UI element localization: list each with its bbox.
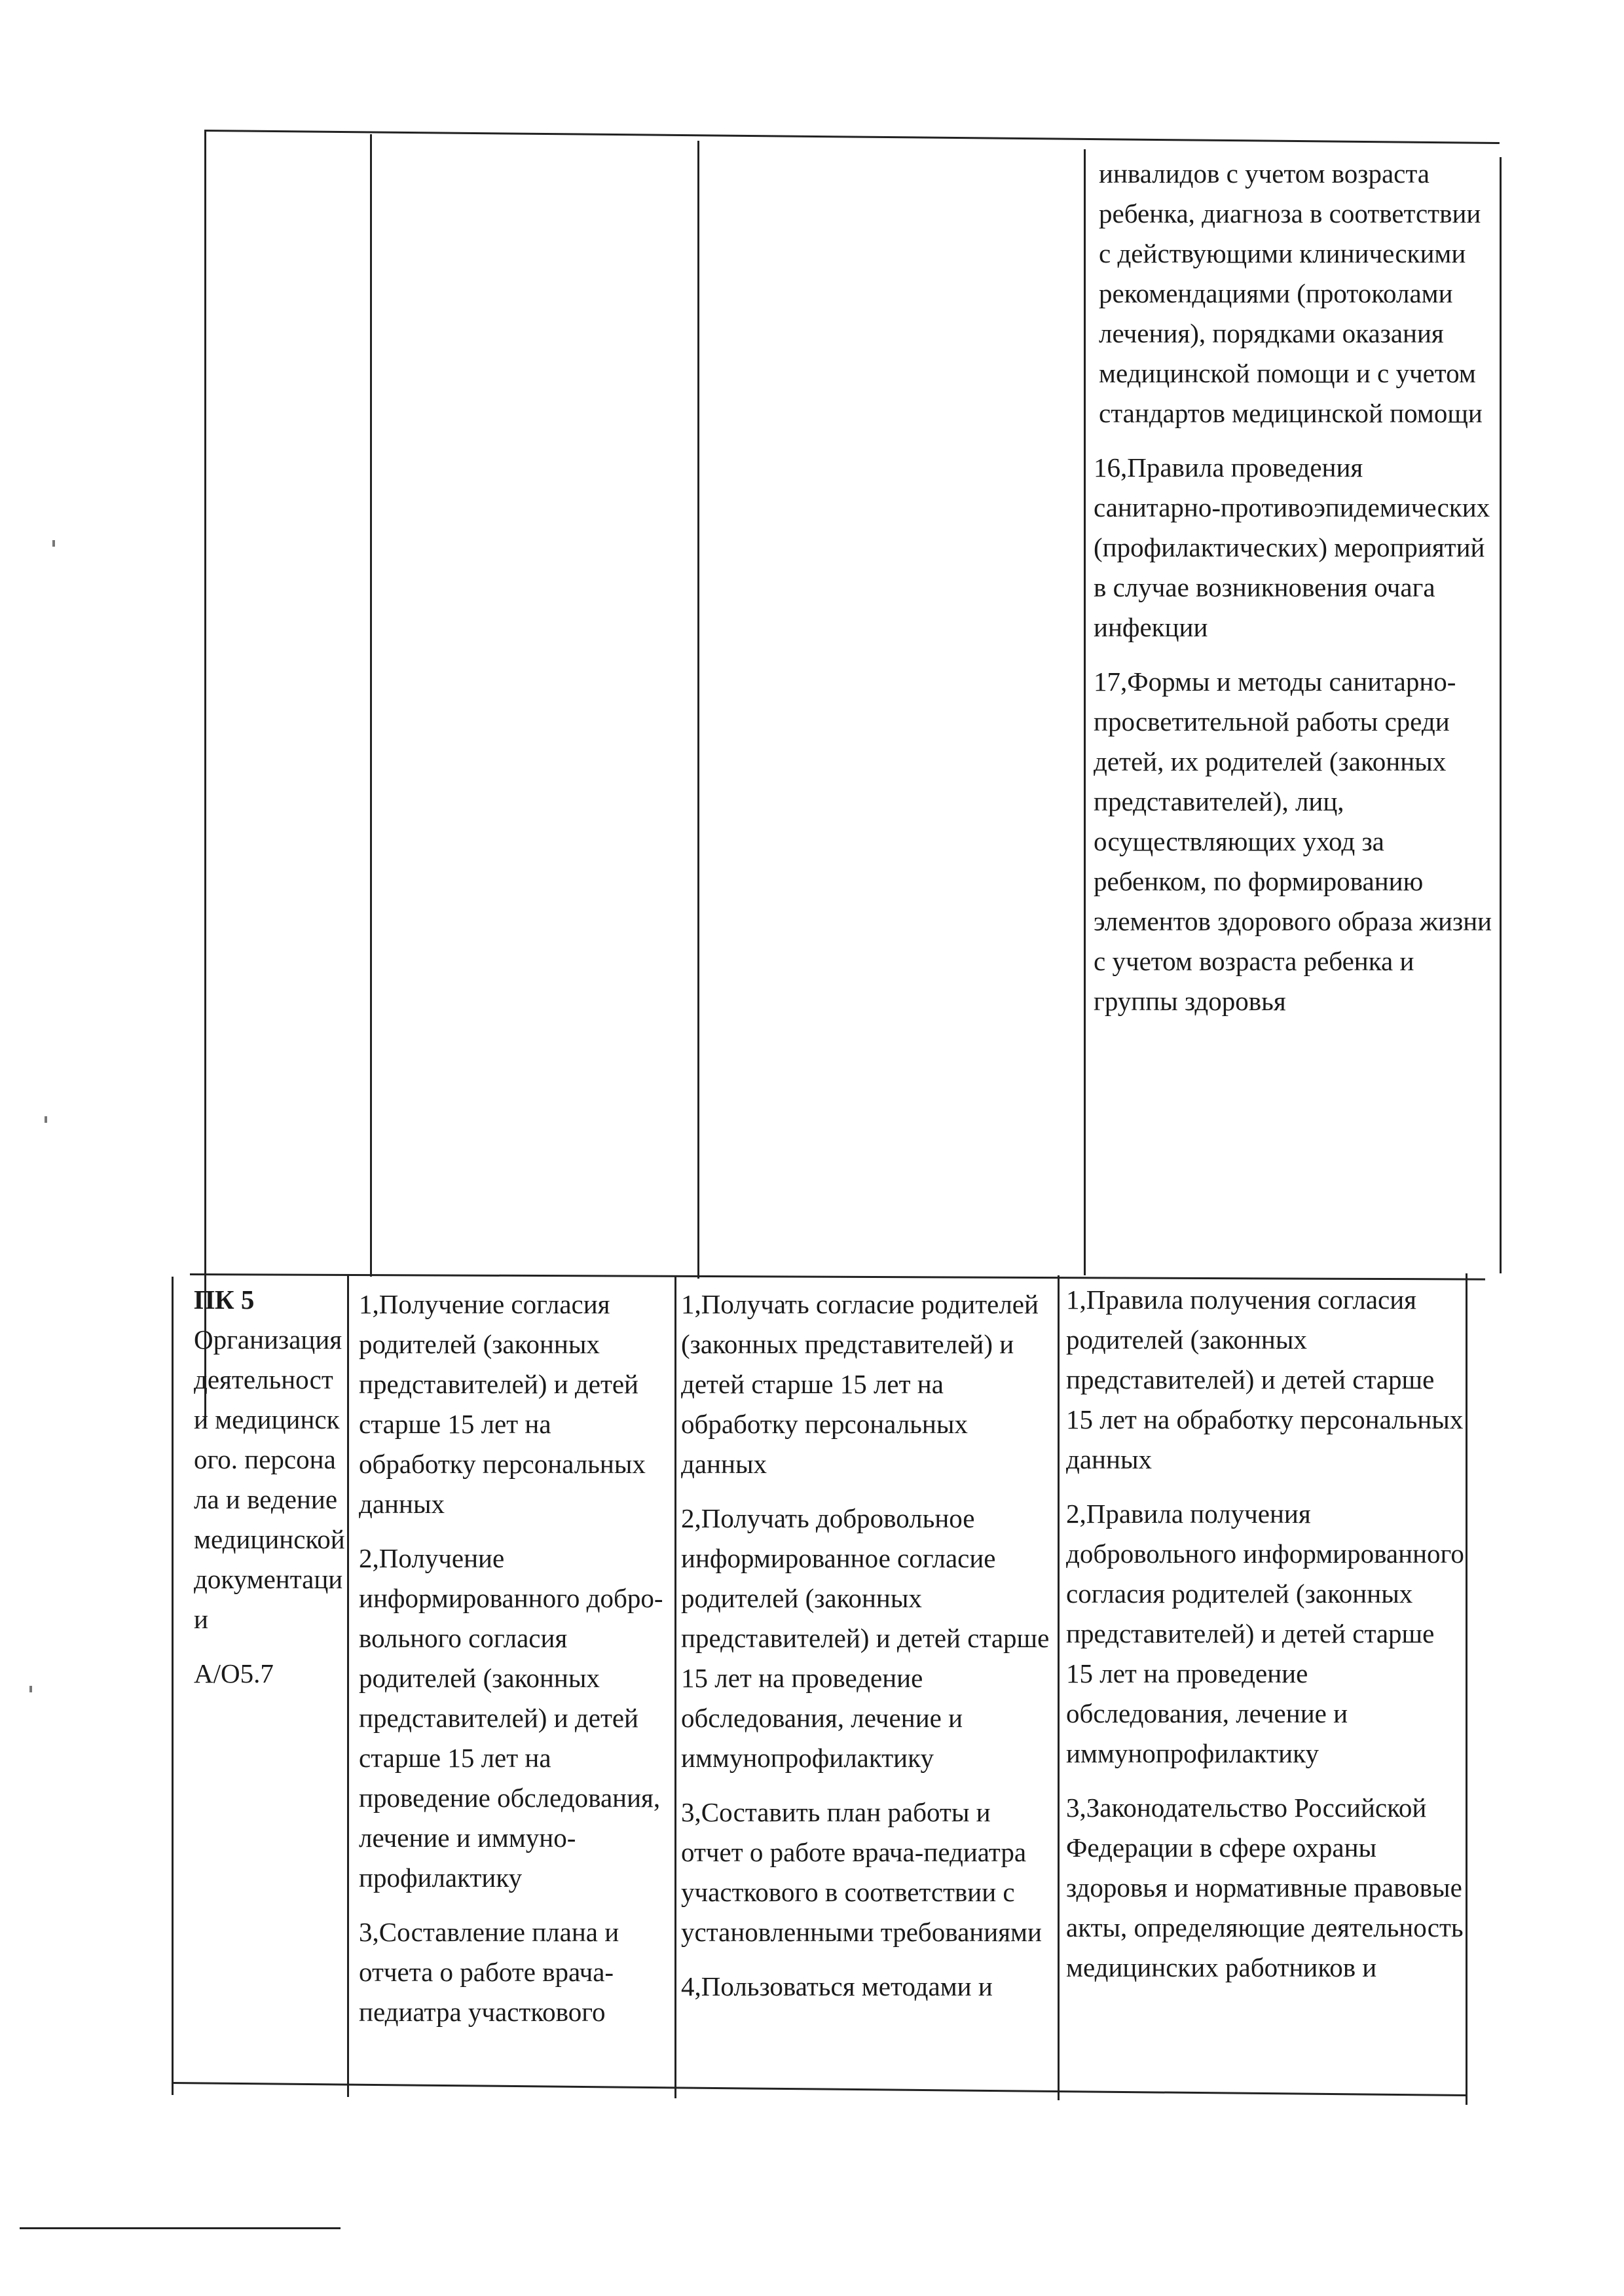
table-top-border	[204, 130, 1500, 144]
pk5-col3-item-4: 4,Пользоваться методами и	[681, 1971, 993, 2001]
pk5-col2	[359, 1285, 672, 2090]
column-divider-2	[697, 141, 699, 1279]
pk5-col2-item-3: 3,Составление плана и отчета о работе врача-педиатра участкового	[359, 1917, 619, 2027]
pk5-col3-item-3: 3,Составить план работы и отчет о работе врача-педиатра участкового в соответствии с установленными требованиями	[681, 1797, 1042, 1947]
pk5-col2-item-1: 1,Получение согласия родителей (законных представителей) и детей старше 15 лет на обработку персональных данных	[359, 1289, 646, 1519]
table-border-left-lower	[172, 1277, 174, 2095]
pk5-col2-item-2: 2,Получение информированного добро-вольного согласия родителей (законных представителей) и детей старше 15 лет на проведение обследования, лечение и иммуно-профилактику	[359, 1543, 663, 1893]
top-col4-paragraph-1: инвалидов с учетом возраста ребенка, диагноза в соответствии с действующими клиническими рекомендациями (протоколами лечения), порядками оказания медицинской помощи и с учетом стандартов медицинской помощи	[1099, 158, 1483, 428]
pk5-col3-item-1: 1,Получать согласие родителей (законных представителей) и детей старше 15 лет на обработку персональных данных	[681, 1289, 1039, 1479]
pk5-col4-item-2: 2,Правила получения добровольного информированного согласия родителей (законных представителей) и детей старше 15 лет на проведение обследования, лечение и иммунопрофилактику	[1066, 1499, 1464, 1768]
scan-speck	[29, 1686, 32, 1692]
row-divider	[190, 1273, 1485, 1281]
scan-speck	[45, 1116, 47, 1123]
top-col4-paragraph-2: 16,Правила проведения санитарно-противоэпидемических (профилактических) мероприятий в случае возникновения очага инфекции	[1094, 452, 1490, 642]
table-border-left	[204, 130, 206, 1426]
column-divider-1-lower	[347, 1275, 349, 2097]
pk5-col1	[194, 1280, 346, 2085]
competency-title: Организация деятельности медицинского. персонала и ведение медицинской документации	[194, 1324, 345, 1634]
top-col4-paragraph-3: 17,Формы и методы санитарно-просветительной работы среди детей, их родителей (законных представителей), лиц, осуществляющих уход за ребенком, по формированию элементов здорового образа жизни с учетом возраста ребенка и группы здоровья	[1094, 666, 1492, 1016]
pk5-col4-item-1: 1,Правила получения согласия родителей (законных представителей) и детей старше 15 лет на обработку персональных данных	[1066, 1285, 1464, 1474]
pk5-col4-item-3: 3,Законодательство Российской Федерации в сфере охраны здоровья и нормативные правовые акты, определяющие деятельность медицинских работников и	[1066, 1793, 1464, 1982]
pk5-col4	[1066, 1280, 1467, 2085]
competency-ref: А/О5.7	[194, 1658, 274, 1688]
column-divider-3-lower	[1058, 1275, 1060, 2100]
column-divider-1	[370, 134, 372, 1277]
scan-speck	[52, 540, 55, 547]
competency-code: ПК 5	[194, 1285, 255, 1315]
footer-rule	[20, 2227, 341, 2229]
pk5-col3-item-2: 2,Получать добровольное информированное согласие родителей (законных представителей) и детей старше 15 лет на проведение обследования, лечение и иммунопрофилактику	[681, 1503, 1050, 1773]
table-border-right	[1500, 157, 1502, 1273]
pk5-col3	[681, 1285, 1056, 2096]
column-divider-3	[1084, 149, 1086, 1275]
top-row-col4	[1094, 154, 1496, 1273]
column-divider-2-lower	[674, 1277, 676, 2098]
